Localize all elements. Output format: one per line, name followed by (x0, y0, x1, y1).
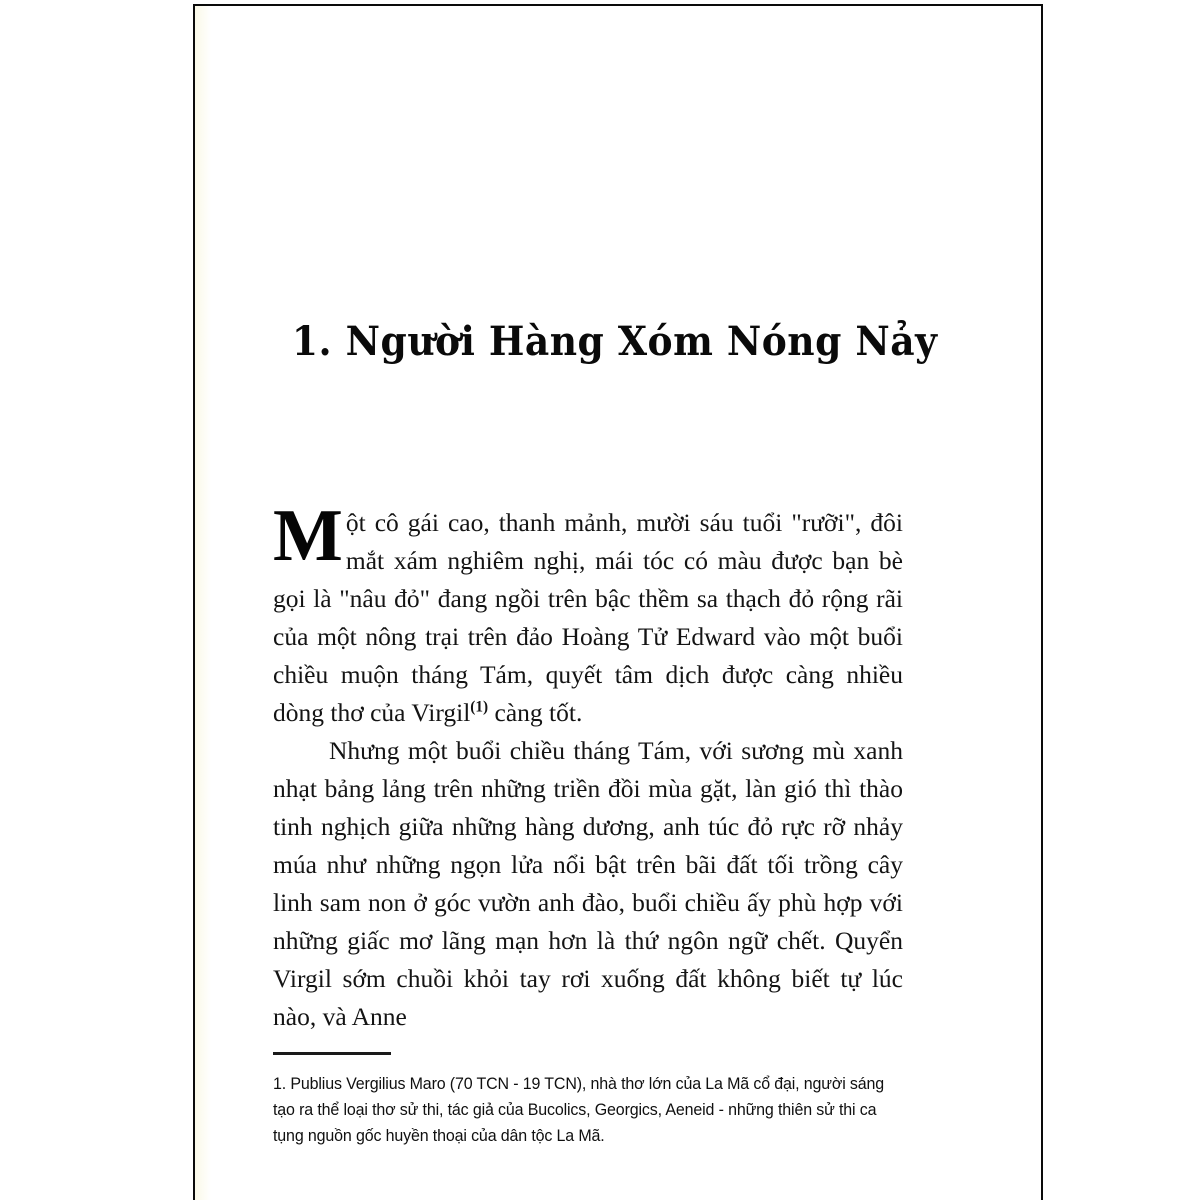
book-page-frame (193, 4, 1043, 1200)
footnote-reference-marker[interactable]: (1) (470, 698, 489, 716)
paragraph-1-text-tail: càng tốt. (488, 698, 583, 727)
body-text-block (273, 495, 903, 1036)
paragraph-1 (273, 495, 903, 732)
footnote-text: 1. Publius Vergilius Maro (70 TCN - 19 TCN), nhà thơ lớn của La Mã cổ đại, người sáng tạo ra thể loại thơ sử thi, tác giả của Bucolics, Georgics, Aeneid - những thiên sử thi ca tụng nguồn gốc huyền thoại của dân tộc La Mã. (273, 1075, 885, 1145)
scan-gutter-shadow (195, 6, 211, 1200)
footnote-block (273, 1052, 913, 1149)
footnote-separator-rule (273, 1052, 391, 1055)
chapter-title: 1. Người Hàng Xóm Nóng Nảy (291, 317, 938, 365)
paragraph-2: Nhưng một buổi chiều tháng Tám, với sương mù xanh nhạt bảng lảng trên những triền đồi mùa gặt, làn gió thì thào tinh nghịch giữa những hàng dương, anh túc đỏ rực rỡ nhảy múa như những ngọn lửa nổi bật trên bãi đất tối trồng cây linh sam non ở góc vườn anh đào, buổi chiều ấy phù hợp với những giấc mơ lãng mạn hơn là thứ ngôn ngữ chết. Quyển Virgil sớm chuồi khỏi tay rơi xuống đất không biết tự lúc nào, và Anne (273, 736, 903, 1031)
paragraph-1-text: Một cô gái cao, thanh mảnh, mười sáu tuổi "rưỡi", đôi mắt xám nghiêm nghị, mái tóc có màu được bạn bè gọi là "nâu đỏ" đang ngồi trên bậc thềm sa thạch đỏ rộng rãi của một nông trại trên đảo Hoàng Tử Edward vào một buổi chiều muộn tháng Tám, quyết tâm dịch được càng nhiều dòng thơ của Virgil (273, 495, 903, 727)
